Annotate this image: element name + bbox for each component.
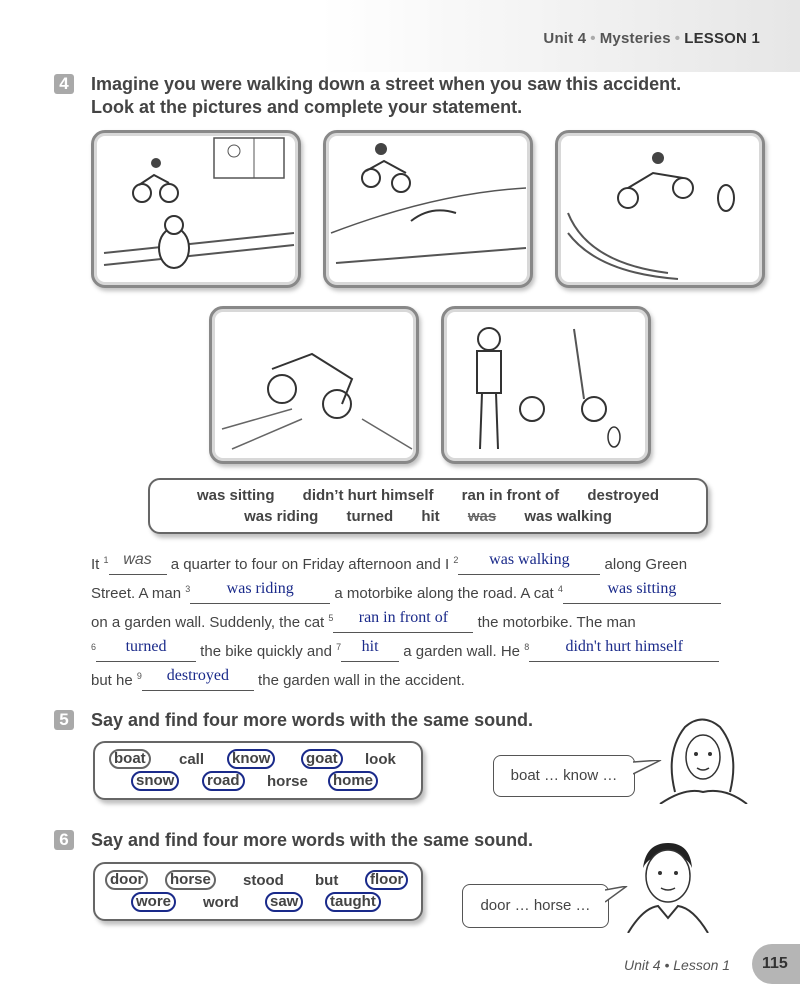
paragraph-line-2: Street. A man $^3$ was riding a motorbike along the road. A cat $^4$ was sitting	[91, 584, 721, 604]
paragraph-line-3: on a garden wall. Suddenly, the cat $^5$ ran in front of the motorbike. The man	[91, 609, 636, 631]
sound-words-box-6	[93, 862, 423, 921]
picture-5-illustration	[444, 309, 648, 461]
paragraph-line-1: It $^1$ was a quarter to four on Friday afternoon and I $^2$ was walking along Green	[91, 551, 688, 573]
word-bank-item: hit	[421, 508, 440, 525]
sound-word-circled[interactable]: boat	[109, 749, 151, 769]
sound-words-box-5	[93, 741, 423, 800]
exercise-4-title-line1: Imagine you were walking down a street when you saw this accident.	[91, 74, 682, 94]
header-unit: Unit 4	[543, 30, 587, 47]
blank-1[interactable]: was	[109, 556, 167, 575]
sound-word[interactable]: call	[179, 751, 205, 768]
sound-word-circled[interactable]: taught	[325, 892, 381, 912]
picture-1-man-riding-cat-on-wall	[91, 130, 301, 288]
boy-avatar	[618, 838, 713, 933]
word-bank-item: turned	[346, 508, 394, 525]
word-bank-item: didn’t hurt himself	[302, 487, 434, 504]
blank-6[interactable]: turned	[96, 643, 196, 662]
word-bank	[148, 478, 708, 534]
word-bank-item: ran in front of	[461, 487, 560, 504]
blank-8[interactable]: didn't hurt himself	[529, 643, 719, 662]
sound-word-circled[interactable]: door	[105, 870, 148, 890]
exercise-4-title-line2: Look at the pictures and complete your statement.	[91, 97, 523, 117]
girl-hijab-avatar	[655, 712, 750, 804]
sound-word-circled[interactable]: home	[328, 771, 378, 791]
header-title: Unit 4 • Mysteries • LESSON 1	[543, 30, 760, 47]
sound-word[interactable]: look	[365, 751, 396, 768]
exercise-number-6: 6	[54, 830, 74, 850]
exercise-number-4: 4	[54, 74, 74, 94]
sound-word-circled[interactable]: road	[202, 771, 245, 791]
picture-1-illustration	[94, 133, 298, 285]
picture-3-bike-swerves	[555, 130, 765, 288]
sound-word-circled[interactable]: saw	[265, 892, 303, 912]
word-bank-item: was walking	[524, 508, 612, 525]
footer-text: Unit 4 • Lesson 1	[624, 957, 731, 973]
header-lesson: LESSON 1	[684, 30, 760, 47]
blank-5[interactable]: ran in front of	[333, 614, 473, 633]
blank-7[interactable]: hit	[341, 643, 399, 662]
sound-word-circled[interactable]: know	[227, 749, 275, 769]
statement-paragraph	[91, 551, 761, 695]
picture-4-crash	[209, 306, 419, 464]
exercise-4-title	[91, 73, 681, 119]
sound-word-circled[interactable]: goat	[301, 749, 343, 769]
blank-3[interactable]: was riding	[190, 585, 330, 604]
exercise-6-title: Say and find four more words with the same sound.	[91, 830, 534, 850]
exercise-5-title: Say and find four more words with the same sound.	[91, 710, 534, 730]
word-bank-item: destroyed	[587, 487, 660, 504]
speech-bubble-5: boat … know …	[493, 755, 635, 797]
header-topic: Mysteries	[599, 30, 671, 47]
sound-word-circled[interactable]: snow	[131, 771, 179, 791]
word-bank-item: was sitting	[196, 487, 275, 504]
paragraph-line-4: $^6$ turned the bike quickly and $^7$ hit a garden wall. He $^8$ didn't hurt himself	[91, 642, 719, 662]
picture-3-illustration	[558, 133, 762, 285]
picture-5-man-after-crash	[441, 306, 651, 464]
page-number: 115	[752, 944, 800, 984]
page-header	[0, 0, 800, 72]
sound-word-circled[interactable]: horse	[165, 870, 216, 890]
blank-4[interactable]: was sitting	[563, 585, 721, 604]
exercise-number-5: 5	[54, 710, 74, 730]
sound-word-circled[interactable]: floor	[365, 870, 408, 890]
word-bank-row-1	[150, 487, 706, 504]
picture-4-illustration	[212, 309, 416, 461]
word-bank-item: was riding	[244, 508, 319, 525]
paragraph-line-5: but he $^9$ destroyed the garden wall in the accident.	[91, 667, 465, 689]
picture-2-illustration	[326, 133, 530, 285]
sound-word-circled[interactable]: wore	[131, 892, 176, 912]
speech-bubble-6: door … horse …	[462, 884, 609, 928]
sound-word[interactable]: word	[203, 894, 239, 911]
picture-2-cat-runs-in-front	[323, 130, 533, 288]
word-bank-row-2	[150, 508, 706, 525]
sound-word[interactable]: horse	[267, 773, 308, 790]
sound-word[interactable]: stood	[243, 872, 284, 889]
word-bank-item-struck: was	[467, 508, 497, 525]
sound-word[interactable]: but	[315, 872, 339, 889]
blank-2[interactable]: was walking	[458, 556, 600, 575]
blank-9[interactable]: destroyed	[142, 672, 254, 691]
